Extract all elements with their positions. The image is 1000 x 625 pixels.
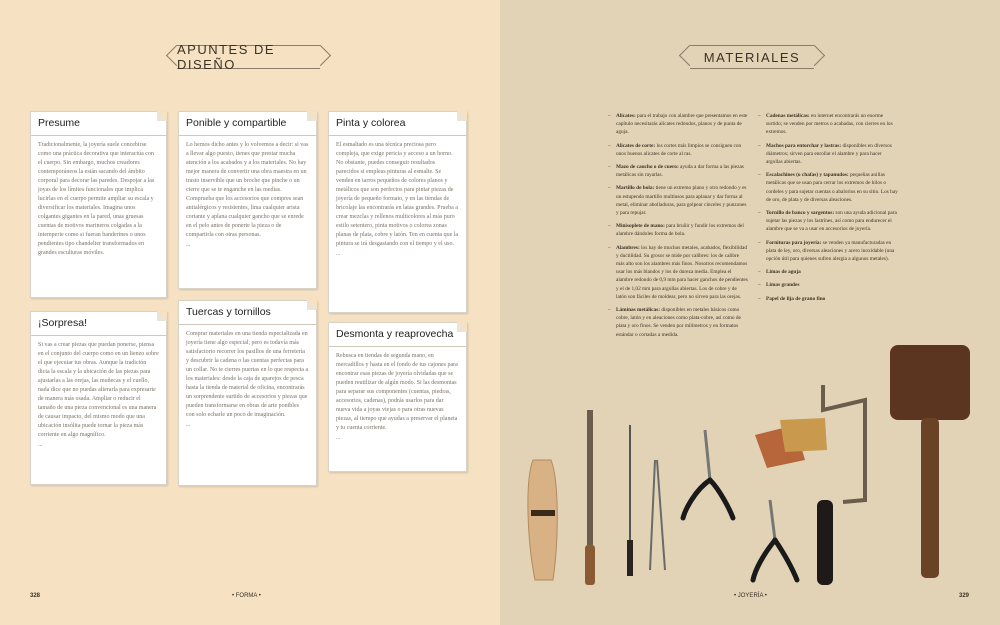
material-desc: para el trabajo con alambre que presentamos en este capítulo necesitarás alicates redondos, planos y de punta de aguja. (616, 113, 748, 136)
file-icon (585, 410, 595, 585)
material-item (758, 268, 898, 276)
pliers-icon (683, 430, 733, 518)
card-title: Ponible y compartible (179, 112, 316, 136)
materials-list-col2 (758, 112, 898, 308)
mallet-icon (890, 345, 970, 578)
material-term: Alicates: (616, 113, 636, 119)
card-dots: ... (186, 242, 191, 248)
material-desc: para bruñir y fundir los extremos del alambre dándoles forma de bola. (616, 223, 744, 238)
section-banner-materiales: MATERIALES (690, 45, 814, 69)
material-item (758, 171, 898, 204)
material-desc: los hay de muchos metales, acabados, flexibilidad y ductilidad. Su grosor se mide por calibres: los de calibre más alto son los alambres más finos. Nosotros recomendamos usar los más blandos y los de dureza media. Emplea el alambre redondo de 0,9 mm para hacer ganchos de pendientes y el de 1,02 mm para argollas abiertas. Los de cobre y de latón son fáciles de moldear, pero no sirven para las orejas. (616, 244, 748, 300)
page-number: 329 (959, 593, 970, 599)
material-term: Martillo de bola: (616, 185, 655, 192)
material-term: Minisoplete de mano: (616, 223, 665, 230)
card-dots: ... (186, 422, 191, 428)
material-desc: son una ayuda adicional para sujetar las piezas y los lastrines, así como para endurecer el alambre que se va a usar en accesorios de joyería. (766, 210, 897, 233)
material-term: Escalachines (o chafas) y tapanudos: (766, 172, 849, 179)
material-item (758, 239, 898, 264)
card-body: Lo hemos dicho antes y lo volvemos a decir: si vas a llevar algo puesto, tienes que prestar mucha atención a los acabados y a los materiales. No hay mejor manera de convertir una obra maestra en un trasto inservible que un broche que pinche o un cierre que se te enganche en las medias. Comprueba que los accesorios que compres sean antialérgicos y resistentes, lima cualquier arista cortante y aplana cualquier gancho que se enrede en el pelo antes de ponerte la pieza o de compartirla con otras personas. (186, 142, 309, 238)
material-item (608, 244, 748, 301)
material-term: Mazo de caucho o de cuero: (616, 164, 679, 171)
material-item (608, 112, 748, 137)
material-term: Limas de aguja (766, 269, 801, 276)
material-item (608, 222, 748, 238)
section-banner-apuntes: APUNTES DE DISEÑO (177, 45, 320, 69)
material-item (758, 142, 898, 167)
running-footer: • JOYERÍA • (734, 593, 767, 599)
material-item (608, 142, 748, 158)
card-pinta (328, 111, 467, 313)
material-desc: se venden ya manufacturadas en plata de ley, oro, diversas aleaciones y acero inoxidable (una opción útil para quienes sufren alergia a algunos metales). (766, 239, 895, 263)
material-desc: tiene un extremo plano y otro redondo y es un estupendo martillo multiusos para aplanar y dar forma al metal, eliminar abolladuras, para golpear cinceles y punzones y para repujar. (616, 185, 747, 217)
needle-file-icon (627, 425, 633, 576)
card-body: El esmaltado es una técnica preciosa pero compleja, que exige pericia y acceso a un horno. No obstante, puedes conseguir resultados parecidos si empleas pinturas al esmalte. Se venden en tarros pequeños de colores planos y metálicos que son perfectos para pintar piezas de joyería de pequeño formato, y en las tiendas de bricolaje las encontrarás en latas grandes. Prueba a crear mezclas y rellenos multicolores al más puro estilo setentero, pinta motivos o colorea zonas planas de plata, cobre y latón. Ten en cuenta que la pintura se irá desgastando con el tiempo y el uso. (336, 142, 459, 247)
card-dots: ... (336, 435, 341, 441)
material-term: Láminas metálicas: (616, 307, 660, 314)
material-item (608, 306, 748, 339)
card-title: Desmonta y reaprovecha (329, 323, 466, 347)
material-desc: los cortes más limpios se consiguen con unos buenos alicates de corte al ras. (616, 142, 742, 157)
card-sorpresa (30, 311, 167, 485)
card-body: Tradicionalmente, la joyería suele concebirse como una práctica decorativa que interactúa con el cuerpo. Sin embargo, muchos creadores contemporáneos la están sacando del ámbito corporal para decorar las paredes. Despojar a las joyas de los límites funcionales que implica lucirlas en el cuerpo permite ampliar su escala y diversificar los materiales. Imagina unos colgantes gigantes en la pared, unas gruesas cuentas de motivos marineros colgadas a la intemperie como si fueran banderines o unos pendientes tipo chandelier transformados en grandes esculturas móviles. (38, 142, 155, 256)
card-body: Si vas a crear piezas que puedan ponerse, piensa en el conjunto del cuerpo como en un lienzo sobre el que ejecutar tus obras. Aunque la tradición dicta la escala y la ubicación de las piezas para ajustarlas a las orejas, las muñecas y el cuello, nada dice que no puedas alterarla para expresarte de manera más osada. Ampliar o reducir el tamaño de una pieza convencional es una manera de causar impacto, del mismo modo que una ubicación insólita puede tornar la pieza más corriente en algo magnífico. (38, 342, 159, 438)
material-item (758, 295, 898, 303)
metal-sheets-icon (755, 418, 827, 468)
material-item (758, 281, 898, 289)
card-body: Comprar materiales en una tienda especializada en joyería tiene algo especial, pero es todavía más satisfactorio recorrer los pasillos de una ferretería y descubrir la cadena o las cuentas perfectas para un collar. No te cierres puertas en lo que respecta a los materiales: desde la caja de aparejos de pesca hasta la tienda de material de oficina, encontrarás un sorprendente surtido de accesorios y piezas que pueden transformarse en obras de arte ponibles con solo echarle un poco de imaginación. (186, 331, 309, 418)
material-desc: disponibles en metales básicos como cobre, latón y en aleaciones como plata-cobre, así como de plata y oro finos. Se venden por milímetros y en formatos estándar o cortadas a medida. (616, 307, 741, 338)
material-term: Tornillo de banco y sargentos: (766, 210, 835, 217)
materials-list-col1 (608, 112, 748, 344)
material-item (608, 163, 748, 179)
wooden-clamp-icon (528, 460, 557, 580)
card-ponible (178, 111, 317, 289)
card-dots: ... (336, 251, 341, 257)
card-desmonta (328, 322, 467, 472)
material-term: Machos para entorchar y lastras: (766, 142, 842, 149)
material-item (608, 184, 748, 217)
material-term: Alicates de corte: (616, 142, 656, 149)
material-term: Limas grandes (766, 282, 800, 289)
card-title: Pinta y colorea (329, 112, 466, 136)
card-title: Tuercas y tornillos (179, 301, 316, 325)
material-item (758, 112, 898, 137)
card-title: Presume (31, 112, 166, 136)
tools-photo (505, 340, 1000, 590)
material-desc: pequeñas anillas metálicas que se usan para cerrar los extremos de hilos o cordeles y para sujetar cuentas o abalorios en su sitio. Los hay de oro, de plata y de diversas aleaciones. (766, 172, 898, 203)
material-term: Cadenas metálicas: (766, 113, 810, 119)
card-tuercas (178, 300, 317, 486)
material-term: Alambres: (616, 244, 640, 251)
material-desc: disponibles en diversos diámetros; sirven para enrollar el alambre y para hacer argollas abiertas. (766, 142, 892, 166)
card-title: ¡Sorpresa! (31, 312, 166, 336)
material-term: Papel de lija de grano fino (766, 295, 826, 302)
card-presume (30, 111, 167, 298)
material-desc: en internet encontrarás un enorme surtido; se venden por metros o acabadas, con cierres en los extremos. (766, 113, 893, 136)
jewellers-saw-icon (817, 385, 865, 585)
material-term: Fornituras para joyería: (766, 239, 822, 246)
small-pliers-icon (650, 460, 665, 570)
material-desc: ayuda a dar forma a las piezas metálicas sin rayarlas. (616, 164, 744, 179)
card-dots: ... (38, 442, 43, 448)
cutting-pliers-icon (753, 500, 797, 580)
page-number: 328 (30, 593, 41, 599)
running-footer: • FORMA • (232, 593, 261, 599)
card-body: Rebusca en tiendas de segunda mano, en mercadillos y hasta en el fondo de tus cajones para encontrar esas piezas de joyería olvidadas que se pueden reutilizar de algún modo. Si las desmontas para separar sus componentes (cuentas, piedras, accesorios, cadenas), podrás usarlos para dar nueva vida a joyas viejas o para otras nuevas piezas, al tiempo que ayudas a preservar el planeta y tu cuenta corriente. (336, 353, 458, 431)
material-item (758, 209, 898, 234)
